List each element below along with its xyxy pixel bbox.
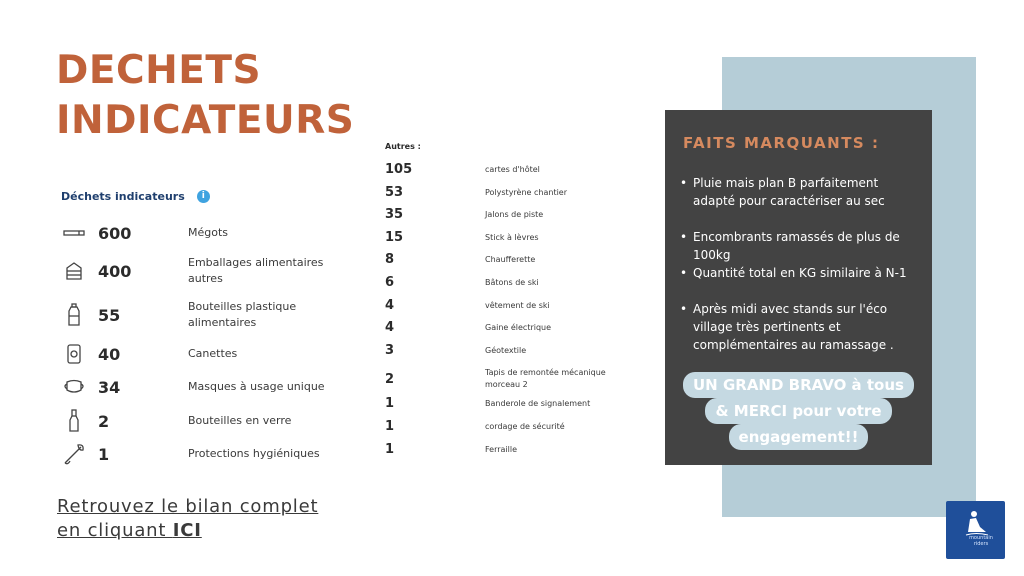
other-count: 15 xyxy=(385,230,404,245)
indicator-row xyxy=(60,256,340,286)
other-label: Gaine électrique xyxy=(485,322,552,332)
indicator-label: Emballages alimentaires autres xyxy=(188,256,324,285)
other-count: 4 xyxy=(385,320,395,335)
indicator-row xyxy=(60,372,340,402)
other-row xyxy=(385,320,635,335)
logo-text-line-2: riders xyxy=(973,541,989,547)
highlight-item: • Quantité total en KG similaire à N-1 xyxy=(693,264,918,282)
other-row xyxy=(385,185,635,200)
packaging-icon xyxy=(60,257,88,285)
indicator-row xyxy=(60,300,340,330)
indicator-row xyxy=(60,339,340,369)
bravo-line-3: engagement!! xyxy=(729,424,869,450)
other-row xyxy=(385,275,635,290)
indicator-count: 1 xyxy=(98,444,110,464)
highlights-list xyxy=(693,174,918,354)
highlight-item: • Après midi avec stands sur l'éco village très pertinents et complémentaires au ramassage . xyxy=(693,300,918,354)
other-row xyxy=(385,230,635,245)
other-label: Tapis de remontée mécanique morceau 2 xyxy=(485,368,606,389)
other-count: 53 xyxy=(385,185,404,200)
other-row xyxy=(385,442,635,457)
highlights-title: FAITS MARQUANTS : xyxy=(683,134,880,152)
others-title: Autres : xyxy=(385,142,421,151)
other-count: 1 xyxy=(385,396,395,411)
indicator-count: 600 xyxy=(98,223,132,243)
other-label: cordage de sécurité xyxy=(485,421,565,431)
cigarette-icon xyxy=(60,219,88,247)
other-label: Chaufferette xyxy=(485,254,536,264)
highlights-panel xyxy=(665,110,932,465)
other-row xyxy=(385,252,635,267)
indicator-count: 400 xyxy=(98,261,132,281)
indicator-count: 34 xyxy=(98,377,121,397)
other-label: Banderole de signalement xyxy=(485,398,591,408)
can-icon xyxy=(60,340,88,368)
other-label: Polystyrène chantier xyxy=(485,187,568,197)
indicator-label: Bouteilles plastique alimentaires xyxy=(188,300,297,329)
indicator-label: Canettes xyxy=(188,347,238,360)
mask-icon xyxy=(60,373,88,401)
indicator-count: 40 xyxy=(98,344,121,364)
other-row xyxy=(385,396,635,411)
indicator-row xyxy=(60,406,340,436)
other-count: 4 xyxy=(385,298,395,313)
bravo-message xyxy=(665,372,932,450)
other-count: 1 xyxy=(385,442,395,457)
other-row xyxy=(385,419,635,434)
link-line-2-prefix: en cliquant xyxy=(57,520,173,541)
highlight-item: • Encombrants ramassés de plus de 100kg xyxy=(693,228,918,264)
other-count: 2 xyxy=(385,371,395,387)
highlight-item: • Pluie mais plan B parfaitement adapté pour caractériser au sec xyxy=(693,174,918,210)
other-label: Géotextile xyxy=(485,345,527,355)
indicator-count: 2 xyxy=(98,411,110,431)
hygiene-icon xyxy=(60,440,88,468)
title-line-2: INDICATEURS xyxy=(56,98,355,143)
indicator-row xyxy=(60,218,340,248)
other-row xyxy=(385,162,635,177)
full-report-link[interactable] xyxy=(57,495,318,543)
plastic-bottle-icon xyxy=(60,301,88,329)
indicators-heading-label: Déchets indicateurs xyxy=(61,190,185,203)
indicators-heading xyxy=(61,190,210,203)
bravo-line-2: & MERCI pour votre xyxy=(705,398,891,424)
other-label: Stick à lèvres xyxy=(485,232,539,242)
indicator-label: Mégots xyxy=(188,226,229,239)
other-count: 1 xyxy=(385,419,395,434)
other-label: Jalons de piste xyxy=(485,209,544,219)
other-count: 8 xyxy=(385,252,395,267)
other-label: cartes d'hôtel xyxy=(485,164,540,174)
glass-bottle-icon xyxy=(60,407,88,435)
info-icon[interactable]: i xyxy=(197,190,210,203)
other-label: Ferraille xyxy=(485,444,518,454)
other-count: 6 xyxy=(385,275,395,290)
indicator-label: Protections hygiéniques xyxy=(188,447,320,460)
indicator-label: Bouteilles en verre xyxy=(188,414,292,427)
logo-text-line-1: mountain xyxy=(969,535,993,541)
logo-text xyxy=(966,535,996,547)
other-row xyxy=(385,367,635,391)
other-count: 35 xyxy=(385,207,404,222)
other-label: Bâtons de ski xyxy=(485,277,539,287)
page-title xyxy=(56,46,376,146)
indicator-count: 55 xyxy=(98,305,121,325)
link-line-2 xyxy=(57,519,318,543)
mountain-riders-logo xyxy=(946,501,1005,559)
title-line-1: DECHETS xyxy=(56,48,262,93)
bravo-line-1: UN GRAND BRAVO à tous xyxy=(683,372,914,398)
link-here[interactable]: ICI xyxy=(172,520,202,541)
other-row xyxy=(385,298,635,313)
indicator-label: Masques à usage unique xyxy=(188,380,325,393)
other-row xyxy=(385,207,635,222)
indicator-row xyxy=(60,439,340,469)
other-count: 3 xyxy=(385,343,395,358)
other-count: 105 xyxy=(385,162,413,177)
link-line-1: Retrouvez le bilan complet xyxy=(57,496,319,517)
other-label: vêtement de ski xyxy=(485,300,550,310)
other-row xyxy=(385,343,635,358)
